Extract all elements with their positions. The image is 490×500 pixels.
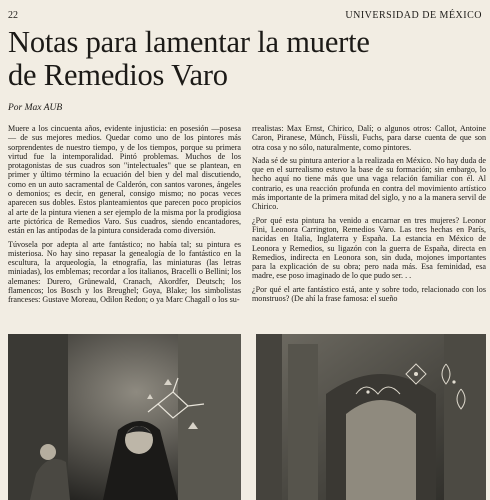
- painting-photo-right: [256, 334, 486, 500]
- painting-illustration-left: [8, 334, 241, 500]
- article-title: [8, 26, 478, 92]
- page-number: 22: [8, 10, 18, 21]
- article-title-line-2: de Remedios Varo: [8, 58, 228, 92]
- byline-author: Max AUB: [24, 103, 63, 113]
- painting-illustration-right: [256, 334, 486, 500]
- byline-prefix: Por: [8, 103, 23, 113]
- paragraph: Nada sé de su pintura anterior a la realizada en México. No hay duda de que en el surrealismo estuvo la base de su formación; sin embargo, lo hecho aquí no tiene más que una vaga relación familiar con él. Al contrario, es una reacción profunda en contra del movimiento artístico más importante de la primera mitad del siglo, y no a la manera servil de Chirico.: [252, 155, 486, 212]
- paragraph: ¿Por qué el arte fantástico está, ante y sobre todo, relacionado con los monstruos? (De ahí la frase famosa: el sueño: [252, 284, 486, 304]
- paragraph: rrealistas: Max Ernst, Chirico, Dalí; o algunos otros: Callot, Antoine Caron, Piranese, Münch, Füssli, Fuchs, para darse cuenta de que son otra cosa y no sólo, naturalmente, como pintores.: [252, 124, 486, 152]
- paragraph: ¿Por qué esta pintura ha venido a encarnar en tres mujeres? Leonor Fini, Leonora Carrington, Remedios Varo. Las tres hechas en París, nacidas en Italia, Inglaterra y España. La estancia en México de Leonora y Remedios, su ligazón con la guerra de España, directa en Remedios, indirecta en Leonora son, sin duda, mojones importantes para la explicación de su obra; pero nada más. Esa feminidad, esa madre, ese poso imaginado de lo que pudo ser. . .: [252, 215, 486, 281]
- text-column-left: [8, 124, 241, 309]
- article-title-line-1: Notas para lamentar la muerte: [8, 25, 370, 59]
- byline: [8, 103, 62, 113]
- text-column-right: [252, 124, 486, 307]
- painting-photo-left: [8, 334, 241, 500]
- journal-name: UNIVERSIDAD DE MÉXICO: [345, 10, 482, 21]
- paragraph: Muere a los cincuenta años, evidente injusticia: en posesión —posesa— de sus mejores medios. Quedar como uno de los pintores más sorprendentes de nuestro tiempo, y de los tiempos, porque su primera virtud fue la intemporalidad. Pintó problemas. Muchos de los protagonistas de sus cuadros son "intelectuales" que se plantean, en primer y último término la ecuación del bien y del mal discutiendo, como en un auto sacramental de Calderón, con santos varones, ángeles o demonios; es decir, en general, consigo mismo; no pocas veces aparecen sus dobles. Estos planteamientos que parecen poco propicios al arte de la pintura vienen a ser ejemplo de la misma por la prodigiosa arte pictórica de Remedios Varo. Sus cuadros, siendo encantadores, están en las antípodas de la pintura considerada como diversión.: [8, 124, 241, 236]
- paragraph: Túvosela por adepta al arte fantástico; no había tal; su pintura es misteriosa. No hay sino repasar la genealogía de lo fantástico en la escultura, la arqueología, la etnografía, las miniaturas (las letras miniadas), los emblemas; recordar a los italianos, Bracelli o Bellini; los alemanes: Durero, Grünewald, Cranach, Akordfer, Deutsch; los flamencos; los Bosch y los Breughel; Goya, Blake; los simbolistas franceses: Gustave Moreau, Odilon Redon; o ya Marc Chagall o los su-: [8, 239, 241, 305]
